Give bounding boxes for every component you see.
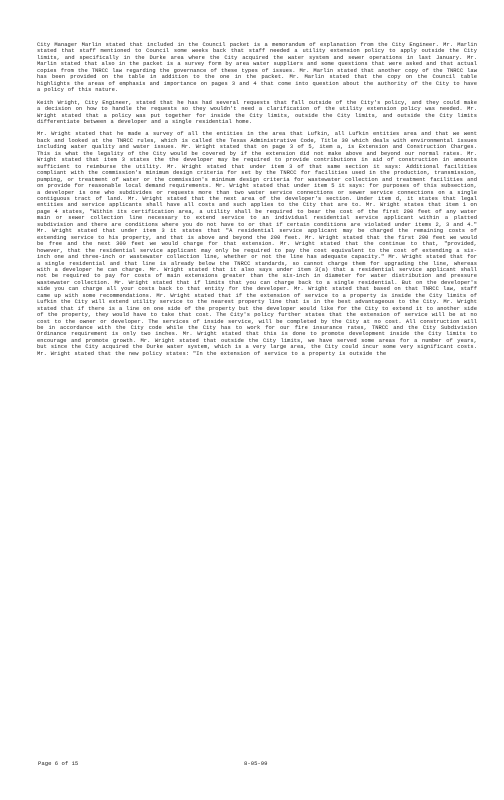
page-footer: [0, 760, 504, 772]
paragraph-city-engineer: Keith Wright, City Engineer, stated that he has had several requests that fall outside of the City's policy, and they could make a decision on how to handle the requests so they wouldn't need a clarification of the utility extension policy was needed. Mr. Wright stated that a policy was put together for inside the City limits, outside the City limits, and outside the City limits differentiate between a developer and a single residential home.: [37, 99, 477, 125]
page-number: Page 6 of 15: [38, 760, 79, 767]
paragraph-wright-survey: Mr. Wright stated that he made a survey of all the entities in the area that Lufkin, all Lufkin entities area and that we went back and looked at the TNRCC rules, which is called the Texas Administrative Code, Title 30 which deals with environmental issues including water quality and water issues. Mr. Wright stated that on page 3 of 5, item a, is Extension and Construction Charges. This is what the legality of the City would be covered by if the extension did not make above and beyond our normal rates. Mr. Wright stated that item 3 states the the developer may be required to provide contributions in aid of construction in amounts sufficient to reimburse the utility. Mr. Wright stated that under item 3 of that same section it says: Additional facilities compliant with the commission's minimum design criteria for set by the TNRCC for facilities used in the production, transmission, pumping, or treatment of water or the commission's minimum design criteria for wastewater collection and treatment facilities and on provide for reasonable local demand requirements. Mr. Wright stated that under item 5 it says: for purposes of this subsection, a developer is one who subdivides or requests more than two water service connections or sewer service connections on a single contiguous tract of land. Mr. Wright stated that the next area of the developer's section. Under item d, it states that legal entities and service applicants shall have all costs and such applies to the City that are to. Mr. Wright states that item 1 on page 4 states, "Within its certification area, a utility shall be required to bear the cost of the first 200 feet of any water main or sewer collection line necessary to extend service to an individual residential service applicant within a platted subdivision and there are conditions where you do not have to or that if certain conditions are violated under items 2, 3 and 4." Mr. Wright stated that under item 3 it states that "A residential service applicant may be charged the remaining costs of extending service to his property, and that is above and beyond the 200 feet. Mr. Wright stated that the first 200 feet we would be free and the next 300 feet we would charge for that extension. Mr. Wright stated that the continue to that, "provided, however, that the residential service applicant may only be required to pay the cost equivalent to the cost of extending a six-inch one and three-inch or wastewater collection line, whether or not the line has adequate capacity." Mr. Wright stated that for a single residential and that line is already below the TNRCC standards, so cannot charge them for upgrading the line, whereas with a developer he can charge. Mr. Wright stated that it also says under item 3(a) that a residential service applicant shall not be required to pay for costs of main extensions greater than the six-inch in diameter for water distribution and pressure wastewater collection. Mr. Wright stated that if limits that you can charge back to a single residential. But on the developer's side you can charge all your costs back to that entity for the developer. Mr. Wright stated that based on that TNRCC law, staff came up with some recommendations. Mr. Wright stated that if the extension of service to a property is inside the City limits of Lufkin the City will extend utility service to the nearest property line that is in the best advantageous to the City. Mr. Wright stated that if there is a line on one side of the property but the developer would like for the City to extend it to another side of the property, they would have to take that cost. The City's policy further states that the extension of service will be at no cost to the owner or developer. The services of inside service, will be completed by the City at no cost. All construction will be in accordance with the City code while the City has to work for our fire insurance rates, TNRCC and the City Subdivision Ordinance requirement is only two inches. Mr. Wright stated that this is done to promote development inside the City limits to encourage and promote growth. Mr. Wright stated that outside the City limits, we have served some areas for a number of years, but since the City acquired the Durke water system, which is a very large area, the City could incur some very significant costs. Mr. Wright stated that the new policy states: "In the extension of service to a property is outside the: [37, 131, 477, 357]
meeting-minutes-body: [37, 42, 477, 363]
meeting-date: 8-05-99: [244, 760, 268, 767]
paragraph-city-manager: City Manager Marlin stated that included in the Council packet is a memorandum of explanation from the City Engineer. Mr. Marlin stated that staff mentioned to Council some weeks back that staff needed a utility extension policy to apply outside the City limits, and specifically in the Durke area where the City acquired the water system and sewer operations in last January. Mr. Marlin stated that also in the packet is a survey form by area water suppliers and some questions that were asked and that actual copies from the TNRCC law regarding the governance of these types of issues. Mr. Marlin stated that another copy of the TNRCC law has been provided on the table in addition to the one in the packet. Mr. Marlin stated that the copy on the Council table highlights the areas of emphasis and importance on pages 3 and 4 that come into question about the authority of the City to have a policy of this nature.: [37, 42, 477, 94]
